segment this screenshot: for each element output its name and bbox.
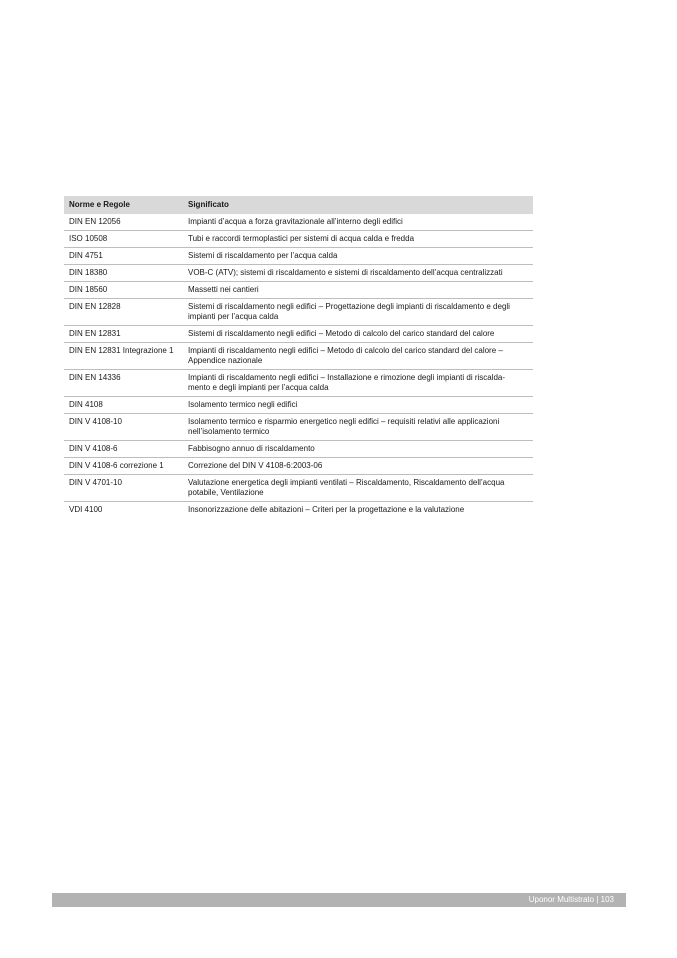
- norm-code-cell: DIN V 4108-6 correzione 1: [64, 458, 183, 475]
- table-row: [64, 458, 533, 475]
- meaning-cell: Tubi e raccordi termoplastici per sistemi di acqua calda e fredda: [183, 231, 533, 248]
- table-row: [64, 282, 533, 299]
- footer-separator: |: [596, 895, 599, 904]
- meaning-cell: Fabbisogno annuo di riscaldamento: [183, 441, 533, 458]
- table-row: [64, 214, 533, 231]
- page-number: 103: [600, 895, 614, 904]
- meaning-cell: Impianti di riscaldamento negli edifici – Metodo di calcolo del carico standard del calore – Appendice nazionale: [183, 343, 533, 370]
- table-row: [64, 248, 533, 265]
- meaning-cell: Isolamento termico e risparmio energetico negli edifici – requisiti relativi alle applicazioni nell’isolamento termico: [183, 414, 533, 441]
- table-row: [64, 231, 533, 248]
- meaning-cell: Isolamento termico negli edifici: [183, 397, 533, 414]
- norm-code-cell: DIN EN 12056: [64, 214, 183, 231]
- column-header-meaning: Significato: [183, 196, 533, 214]
- meaning-cell: Massetti nei cantieri: [183, 282, 533, 299]
- norm-code-cell: DIN V 4701-10: [64, 475, 183, 502]
- norm-code-cell: ISO 10508: [64, 231, 183, 248]
- table-row: [64, 265, 533, 282]
- column-header-norms: Norme e Regole: [64, 196, 183, 214]
- meaning-cell: Impianti d’acqua a forza gravitazionale all’interno degli edifici: [183, 214, 533, 231]
- table-row: [64, 326, 533, 343]
- norm-code-cell: DIN 4751: [64, 248, 183, 265]
- table-header-row: [64, 196, 533, 214]
- table-row: [64, 441, 533, 458]
- norm-code-cell: DIN V 4108-10: [64, 414, 183, 441]
- norm-code-cell: DIN EN 14336: [64, 370, 183, 397]
- meaning-cell: Impianti di riscaldamento negli edifici – Installazione e rimozione degli impianti di riscalda-mento e degli impianti per l’acqua calda: [183, 370, 533, 397]
- table-body: [64, 214, 533, 518]
- meaning-cell: Sistemi di riscaldamento negli edifici – Metodo di calcolo del carico standard del calore: [183, 326, 533, 343]
- meaning-cell: Valutazione energetica degli impianti ventilati – Riscaldamento, Riscaldamento dell’acqua potabile, Ventilazione: [183, 475, 533, 502]
- norm-code-cell: DIN EN 12831: [64, 326, 183, 343]
- norm-code-cell: DIN 4108: [64, 397, 183, 414]
- table-row: [64, 299, 533, 326]
- meaning-cell: Sistemi di riscaldamento negli edifici – Progettazione degli impianti di riscaldamento e degli impianti per l’acqua calda: [183, 299, 533, 326]
- meaning-cell: Sistemi di riscaldamento per l’acqua calda: [183, 248, 533, 265]
- norm-code-cell: DIN 18380: [64, 265, 183, 282]
- table-row: [64, 502, 533, 519]
- norm-code-cell: DIN 18560: [64, 282, 183, 299]
- table-row: [64, 370, 533, 397]
- table-row: [64, 475, 533, 502]
- table-row: [64, 414, 533, 441]
- meaning-cell: Correzione del DIN V 4108-6:2003-06: [183, 458, 533, 475]
- norm-code-cell: DIN V 4108-6: [64, 441, 183, 458]
- norm-code-cell: DIN EN 12831 Integrazione 1: [64, 343, 183, 370]
- footer-bar: [52, 893, 626, 907]
- norm-code-cell: VDI 4100: [69, 505, 103, 514]
- norm-code-cell: DIN EN 12828: [64, 299, 183, 326]
- table-row: [64, 397, 533, 414]
- norms-table: [64, 196, 533, 518]
- table-row: [64, 343, 533, 370]
- meaning-cell: Insonorizzazione delle abitazioni – Criteri per la progettazione e la valutazione: [188, 505, 465, 514]
- footer-brand: Uponor Multistrato: [528, 895, 595, 904]
- meaning-cell: VOB-C (ATV); sistemi di riscaldamento e sistemi di riscaldamento dell’acqua centralizzati: [183, 265, 533, 282]
